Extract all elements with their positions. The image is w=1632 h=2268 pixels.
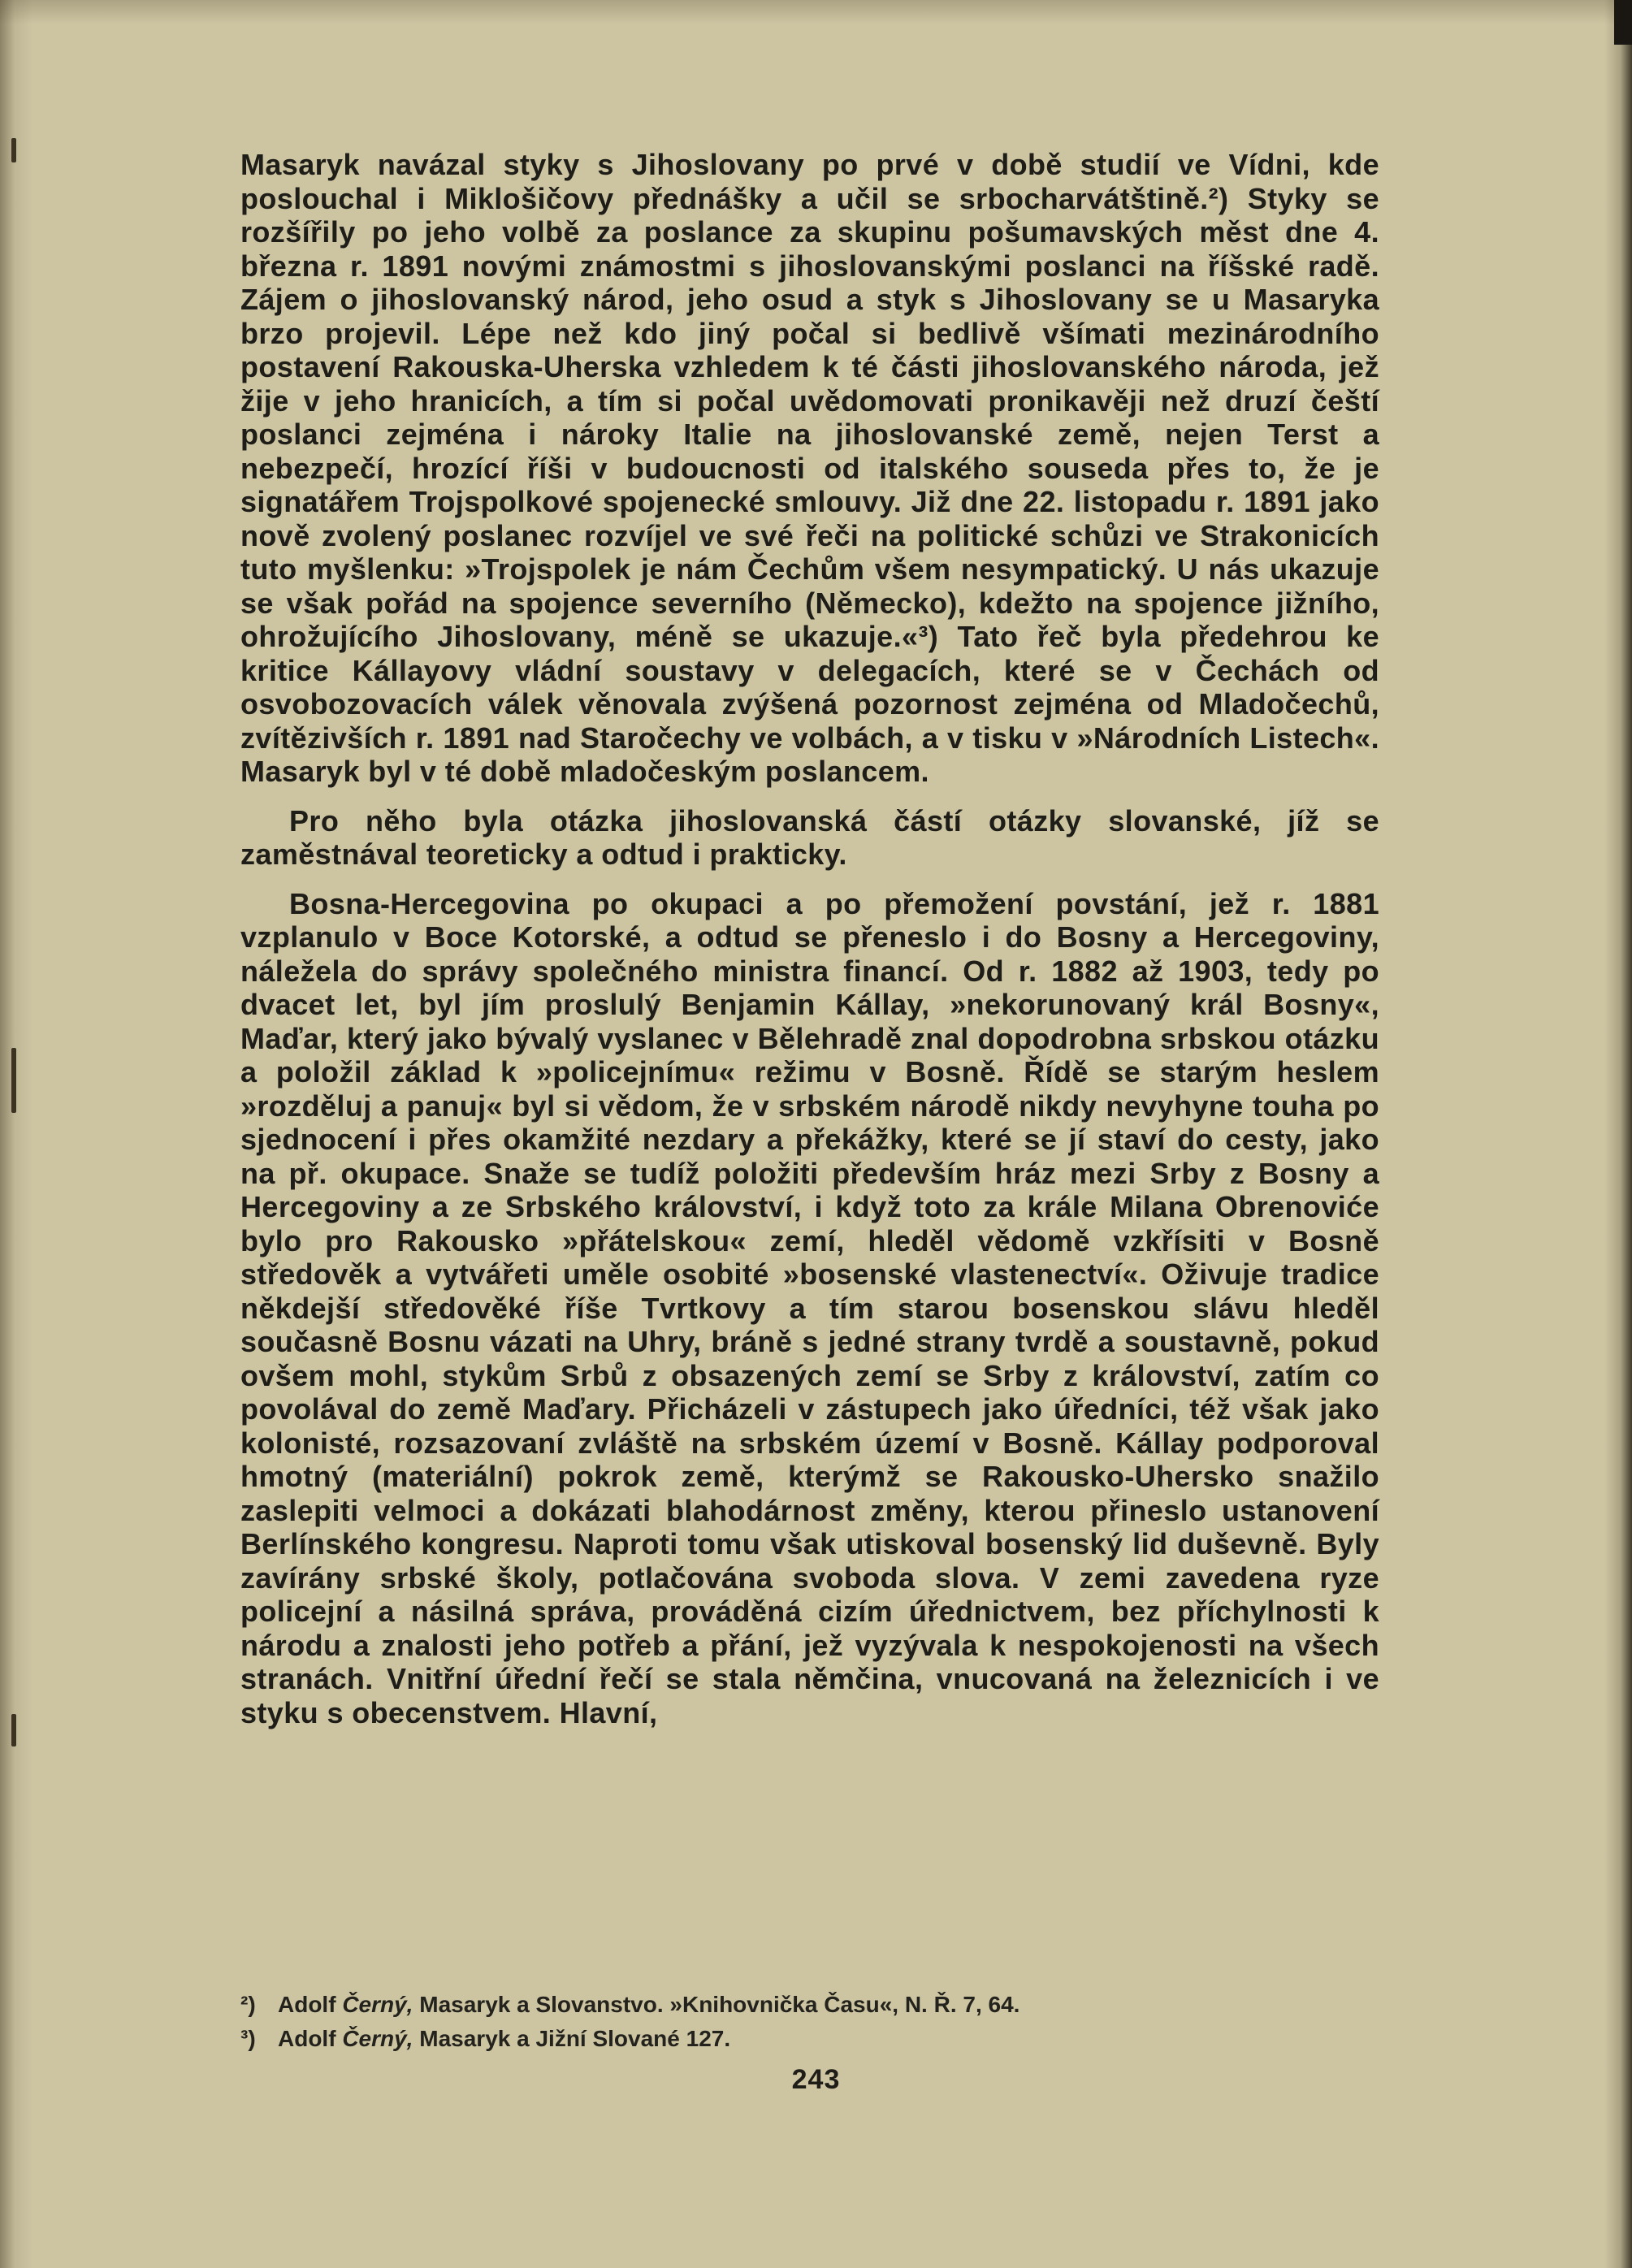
binding-mark <box>11 1714 16 1746</box>
binding-mark <box>11 1048 16 1113</box>
scan-corner-shadow <box>1614 0 1632 45</box>
footnotes <box>240 1988 1379 2056</box>
footnote-mark: ³) <box>240 2026 256 2051</box>
footnote-text: Masaryk a Jižní Slované 127. <box>419 2026 731 2051</box>
paragraph: Pro něho byla otázka jihoslovanská částí otázky slovanské, jíž se zaměstnával teoreticky a odtud i prakticky. <box>240 803 1379 871</box>
footnote <box>240 2022 1379 2056</box>
body-text <box>240 148 1379 1745</box>
footnote-author-surname: Černý, <box>342 2026 413 2051</box>
footnote-text: Masaryk a Slovanstvo. »Knihovnička Času«, N. Ř. 7, 64. <box>419 1992 1020 2017</box>
footnote-author: Adolf <box>278 2026 336 2051</box>
page-number: 243 <box>791 2064 841 2095</box>
binding-mark <box>11 138 16 162</box>
footnote-author-surname: Černý, <box>342 1992 413 2017</box>
paragraph: Bosna-Hercegovina po okupaci a po přemožení povstání, jež r. 1881 vzplanulo v Boce Kotorské, a odtud se přeneslo i do Bosny a Hercegoviny, náležela do správy společného ministra financí. Od r. 1882 až 1903, tedy po dvacet let, byl jím proslulý Benjamin Kállay, »nekorunovaný král Bosny«, Maďar, který jako bývalý vyslanec v Bělehradě znal dopodrobna srbskou otázku a položil základ k »policejnímu« režimu v Bosně. Řídě se starým heslem »rozděluj a panuj« byl si vědom, že v srbském národě nikdy nevyhyne touha po sjednocení i přes okamžité nezdary a překážky, které se jí staví do cesty, jako na př. okupace. Snaže se tudíž položiti především hráz mezi Srby z Bosny a Hercegoviny a ze Srbského království, i když toto za krále Milana Obrenoviće bylo pro Rakousko »přátelskou« zemí, hleděl vědomě vzkřísiti v Bosně středověk a vytvářeti uměle osobité »bosenské vlastenectví«. Oživuje tradice někdejší středověké říše Tvrtkovy a tím starou bosenskou slávu hleděl současně Bosnu vázati na Uhry, bráně s jedné strany tvrdě a soustavně, pokud ovšem mohl, stykům Srbů z obsazených zemí se Srby z království, zatím co povolával do země Maďary. Přicházeli v zástupech jako úředníci, též však jako kolonisté, rozsazovaní zvláště na srbském území v Bosně. Kállay podporoval hmotný (materiální) pokrok země, kterýmž se Rakousko-Uhersko snažilo zaslepiti velmoci a dokázati blahodárnost změny, kterou přineslo ustanovení Berlínského kongresu. Naproti tomu však utiskoval bosenský lid duševně. Byly zavírány srbské školy, potlačována svoboda slova. V zemi zavedena ryze policejní a násilná správa, prováděná cizím úřednictvem, bez příchylnosti k národu a znalosti jeho potřeb a přání, jež vyzývala k nespokojenosti na všech stranách. Vnitřní úřední řečí se stala němčina, vnucovaná na železnicích i ve styku s obecenstvem. Hlavní, <box>240 886 1379 1729</box>
footnote-mark: ²) <box>240 1992 256 2017</box>
paragraph: Masaryk navázal styky s Jihoslovany po prvé v době studií ve Vídni, kde poslouchal i Miklošičovy přednášky a učil se srbocharvátštině.²) Styky se rozšířily po jeho volbě za poslance za skupinu pošumavských měst dne 4. března r. 1891 novými známostmi s jihoslovanskými poslanci na říšské radě. Zájem o jihoslovanský národ, jeho osud a styk s Jihoslovany se u Masaryka brzo projevil. Lépe než kdo jiný počal si bedlivě všímati mezinárodního postavení Rakouska-Uherska vzhledem k té části jihoslovanského národa, jež žije v jeho hranicích, a tím si počal uvědomovati pronikavěji než druzí čeští poslanci zejména i nároky Italie na jihoslovanské země, nejen Terst a nebezpečí, hrozící říši v budoucnosti od italského souseda přes to, že je signatářem Trojspolkové spojenecké smlouvy. Již dne 22. listopadu r. 1891 jako nově zvolený poslanec rozvíjel ve své řeči na politické schůzi ve Strakonicích tuto myšlenku: »Trojspolek je nám Čechům všem nesympatický. U nás ukazuje se však pořád na spojence severního (Německo), kdežto na spojence jižního, ohrožujícího Jihoslovany, méně se ukazuje.«³) Tato řeč byla předehrou ke kritice Kállayovy vládní soustavy v delegacích, které se v Čechách od osvobozovacích válek věnovala zvýšená pozornost zejména od Mladočechů, zvítězivších r. 1891 nad Staročechy ve volbách, a v tisku v »Národních Listech«. Masaryk byl v té době mladočeským poslancem. <box>240 148 1379 788</box>
footnote <box>240 1988 1379 2022</box>
footnote-author: Adolf <box>278 1992 336 2017</box>
